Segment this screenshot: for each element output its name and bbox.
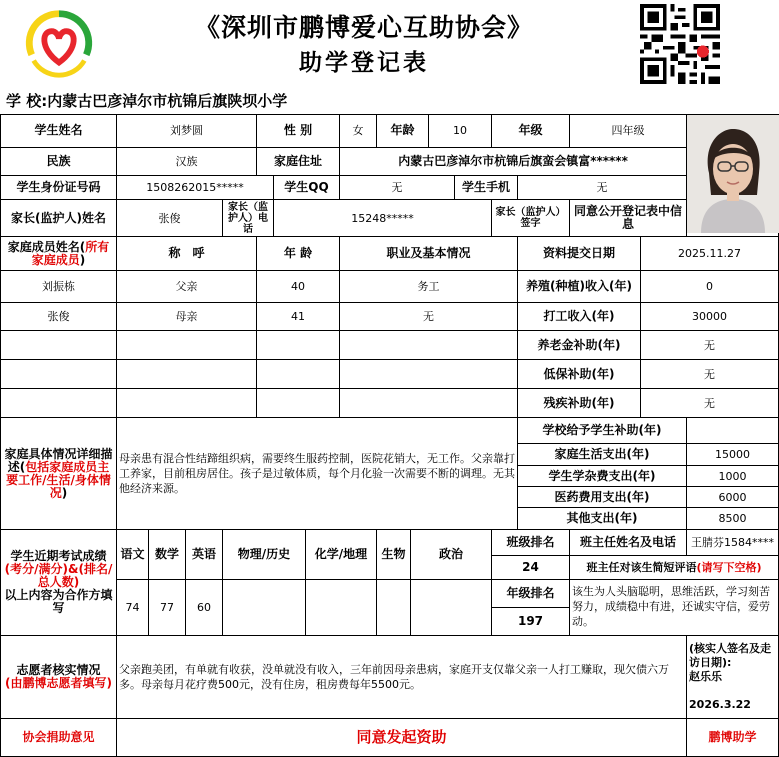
- guardian-phone: 15248*****: [274, 200, 492, 237]
- volunteer-label: 志愿者核实情况 (由鹏博志愿者填写): [1, 636, 117, 719]
- school-name: 学 校:内蒙古巴彦淖尔市杭锦后旗陕坝小学: [6, 92, 288, 110]
- pension: 无: [641, 331, 779, 360]
- member-name: 刘振栋: [1, 271, 117, 303]
- page-subtitle: 助学登记表: [299, 49, 429, 76]
- member-job: 无: [340, 303, 518, 331]
- subject-chinese: 语文: [117, 530, 149, 580]
- student-ethnicity: 汉族: [117, 147, 257, 175]
- page-title: 《深圳市鹏博爱心互助协会》: [194, 13, 533, 42]
- tuition: 1000: [687, 466, 779, 487]
- student-phone-label: 学生手机: [455, 175, 518, 199]
- teacher: 王腈芬1584****: [687, 530, 779, 556]
- member-name-empty: [1, 389, 117, 418]
- member-name-empty: [1, 331, 117, 360]
- living-expense-label: 家庭生活支出(年): [518, 444, 687, 466]
- guardian-phone-label: 家长（监护人）电话: [223, 200, 274, 237]
- member-relation-empty: [117, 331, 257, 360]
- donation-label: 协会捐助意见: [1, 719, 117, 757]
- registration-table: [0, 114, 779, 757]
- member-age: 40: [257, 271, 340, 303]
- guardian-name: 张俊: [117, 200, 223, 237]
- submit-date-label: 资料提交日期: [518, 237, 641, 271]
- student-phone: 无: [518, 175, 687, 199]
- donation-decision: 同意发起资助: [117, 719, 687, 757]
- guardian-label: 家长(监护人)姓名: [1, 200, 117, 237]
- student-age: 10: [429, 115, 492, 148]
- member-age-empty: [257, 360, 340, 389]
- subject-politics: 政治: [411, 530, 492, 580]
- qq-label: 学生QQ: [274, 175, 340, 199]
- grade-rank-label: 年级排名: [492, 580, 570, 608]
- medical: 6000: [687, 487, 779, 508]
- situation-text: 母亲患有混合性结蹄组织病，需要终生服药控制，医院花销大，无工作。父亲靠打工养家，目前租房居住。孩子是过敏体质，每个月化验一次需要不断的调理。无其他经济来源。: [117, 418, 518, 530]
- member-relation-empty: [117, 360, 257, 389]
- situation-label: 家庭具体情况详细描述(包括家庭成员主要工作/生活/身体情况): [1, 418, 117, 530]
- header: [0, 0, 728, 88]
- score-math: 77: [149, 580, 186, 636]
- member-age-label: 年 龄: [257, 237, 340, 271]
- member-job-empty: [340, 331, 518, 360]
- comment-label: 班主任对该生简短评语(请写下空格): [570, 556, 779, 580]
- score-biology: [377, 580, 411, 636]
- dibao-label: 低保补助(年): [518, 360, 641, 389]
- tuition-label: 学生学杂费支出(年): [518, 466, 687, 487]
- farm-income: 0: [641, 271, 779, 303]
- pension-label: 养老金补助(年): [518, 331, 641, 360]
- subject-english: 英语: [186, 530, 223, 580]
- medical-label: 医药费用支出(年): [518, 487, 687, 508]
- submit-date: 2025.11.27: [641, 237, 779, 271]
- disability-label: 残疾补助(年): [518, 389, 641, 418]
- volunteer-text: 父亲跑美团，有单就有收获，没单就没有收入，三年前因母亲患病，家庭开支仅靠父亲一人打工赚取，现欠债六万多。母亲每月花疗费500元，没有住房，租房费每年5500元。: [117, 636, 687, 719]
- member-job: 务工: [340, 271, 518, 303]
- other-expense: 8500: [687, 508, 779, 530]
- member-age: 41: [257, 303, 340, 331]
- relation-label: 称 呼: [117, 237, 257, 271]
- living-expense: 15000: [687, 444, 779, 466]
- member-name: 张俊: [1, 303, 117, 331]
- work-income-label: 打工收入(年): [518, 303, 641, 331]
- dibao: 无: [641, 360, 779, 389]
- score-chinese: 74: [117, 580, 149, 636]
- class-rank-label: 班级排名: [492, 530, 570, 556]
- brand-label: 鹏博助学: [687, 719, 779, 757]
- job-label: 职业及基本情况: [340, 237, 518, 271]
- student-id: 1508262015*****: [117, 175, 274, 199]
- student-photo-image: [687, 115, 779, 233]
- age-label: 年龄: [377, 115, 429, 148]
- member-job-empty: [340, 360, 518, 389]
- volunteer-signer: (核实人签名及走访日期): 赵乐乐 2026.3.22: [687, 636, 779, 719]
- id-label: 学生身份证号码: [1, 175, 117, 199]
- score-chemistry-geography: [306, 580, 377, 636]
- teacher-label: 班主任姓名及电话: [570, 530, 687, 556]
- farm-income-label: 养殖(种植)收入(年): [518, 271, 641, 303]
- member-relation: 父亲: [117, 271, 257, 303]
- score-physics-history: [223, 580, 306, 636]
- student-gender: 女: [340, 115, 377, 148]
- subject-math: 数学: [149, 530, 186, 580]
- scores-label: 学生近期考试成绩 (考分/满分)&(排名/总人数) 以上内容为合作方填写: [1, 530, 117, 636]
- score-english: 60: [186, 580, 223, 636]
- subject-biology: 生物: [377, 530, 411, 580]
- student-photo: [687, 115, 779, 237]
- student-address: 内蒙古巴彦淖尔市杭锦后旗蛮会镇富******: [340, 147, 687, 175]
- other-expense-label: 其他支出(年): [518, 508, 687, 530]
- disability: 无: [641, 389, 779, 418]
- school-aid-label: 学校给予学生补助(年): [518, 418, 687, 444]
- qr-code-icon: [640, 4, 720, 84]
- student-name: 刘梦圆: [117, 115, 257, 148]
- student-grade: 四年级: [570, 115, 687, 148]
- member-relation-empty: [117, 389, 257, 418]
- class-rank: 24: [492, 556, 570, 580]
- student-qq: 无: [340, 175, 455, 199]
- grade-rank: 197: [492, 608, 570, 636]
- member-age-empty: [257, 331, 340, 360]
- address-label: 家庭住址: [257, 147, 340, 175]
- ethnicity-label: 民族: [1, 147, 117, 175]
- gender-label: 性 别: [257, 115, 340, 148]
- family-members-label: 家庭成员姓名(所有家庭成员): [1, 237, 117, 271]
- work-income: 30000: [641, 303, 779, 331]
- member-relation: 母亲: [117, 303, 257, 331]
- grade-label: 年级: [492, 115, 570, 148]
- score-politics: [411, 580, 492, 636]
- member-name-empty: [1, 360, 117, 389]
- member-age-empty: [257, 389, 340, 418]
- subject-physics-history: 物理/历史: [223, 530, 306, 580]
- consent-label: 同意公开登记表中信息: [570, 200, 687, 237]
- teacher-comment: 该生为人头脑聪明，思维活跃，学习刻苦努力，成绩稳中有进，还诚实守信，爱劳动。: [570, 580, 779, 636]
- school-aid: [687, 418, 779, 444]
- guardian-sign-label: 家长（监护人）签字: [492, 200, 570, 237]
- subject-chemistry-geography: 化学/地理: [306, 530, 377, 580]
- member-job-empty: [340, 389, 518, 418]
- student-name-label: 学生姓名: [1, 115, 117, 148]
